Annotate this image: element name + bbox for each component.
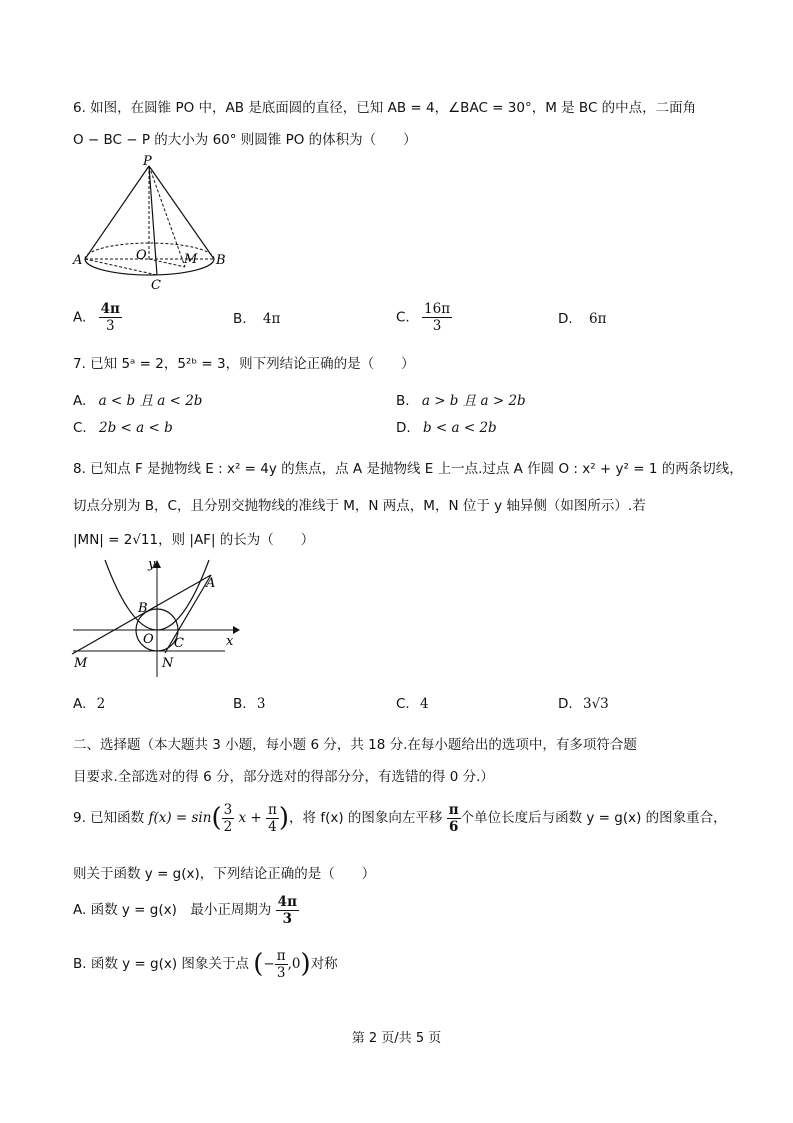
q8-line2: 切点分别为 B，C，且分别交抛物线的准线于 M，N 两点，M，N 位于 y 轴异侧（如图所示）.若 [73,498,646,514]
q6-option-d[interactable] [558,311,606,327]
q8-option-d[interactable]: D. 3√3 [558,696,609,712]
q8-line3: |MN| = 2√11，则 |AF| 的长为（ ） [73,532,315,548]
section-heading-line1: 二、选择题（本大题共 3 小题，每小题 6 分，共 18 分.在每小题给出的选项中，有多项符合题 [73,737,637,753]
label-P: P [143,154,152,169]
label-y: y [148,557,156,572]
q7-option-b[interactable]: B. a > b 且 a > 2b [396,393,526,409]
section-heading-line2: 目要求.全部选对的得 6 分，部分选对的得部分分，有选错的得 0 分.） [73,769,494,785]
label-C: C [151,278,161,293]
option-text: 4π [262,311,281,327]
label-A: A [73,253,83,268]
q8-option-a[interactable]: A. 2 [73,696,106,712]
label-O: O [143,632,154,647]
q7-option-c[interactable]: C. 2b < a < b [73,420,173,436]
label-B: B [138,601,148,616]
label-O: O [136,248,147,263]
label-A: A [206,576,216,591]
label-M: M [74,656,88,671]
option-letter: B. [233,311,247,327]
q8-line1: 8. 已知点 F 是抛物线 E : x² = 4y 的焦点，点 A 是抛物线 E 上一点.过点 A 作圆 O : x² + y² = 1 的两条切线， [73,461,743,477]
cone-figure [70,152,240,294]
label-x: x [226,634,234,649]
option-letter: D. [558,311,573,327]
q9-option-a[interactable]: A. 函数 y = g(x) 最小正周期为 $\frac{4\pi}{3}$ [73,893,297,927]
parabola-figure [70,555,245,680]
label-C: C [174,636,184,651]
label-M: M [184,252,198,267]
label-B: B [216,253,226,268]
q8-option-c[interactable]: C. 4 [396,696,429,712]
q8-option-b[interactable]: B. 3 [233,696,266,712]
q6-line1: 6. 如图，在圆锥 PO 中，AB 是底面圆的直径，已知 AB = 4，∠BAC = 30°，M 是 BC 的中点，二面角 [73,100,697,116]
fraction: $\frac{4\pi}{3}$ [100,301,120,334]
q7-option-d[interactable]: D. b < a < 2b [396,420,497,436]
option-letter: A. [73,309,87,326]
q7-line1: 7. 已知 5ᵃ = 2，5²ᵇ = 3，则下列结论正确的是（ ） [73,356,415,372]
q6-option-a[interactable] [73,301,122,334]
page-number: 第 2 页/共 5 页 [351,1031,442,1046]
q9-line1: 9. 已知函数 f(x) = sin( $\frac{3}{2}$ x + $\frac{\pi}{4}$ )，将 f(x) 的图象向左平移 $\frac{\pi}{6}$ 个单位长度后与函数 y = g(x) 的图象重合， [73,801,727,835]
option-text: 6π [588,311,607,327]
q6-option-c[interactable] [396,301,452,334]
q6-option-b[interactable] [233,311,280,327]
label-N: N [162,656,174,671]
fraction: $\frac{16\pi}{3}$ [424,301,451,334]
q9-line2: 则关于函数 y = g(x)，下列结论正确的是（ ） [73,866,376,882]
q6-line2: O − BC − P 的大小为 60° 则圆锥 PO 的体积为（ ） [73,132,417,148]
option-letter: C. [396,309,410,326]
q9-option-b[interactable]: B. 函数 y = g(x) 图象关于点 (− $\frac{\pi}{3}$ ,0)对称 [73,947,338,981]
q7-option-a[interactable]: A. a < b 且 a < 2b [73,393,203,409]
